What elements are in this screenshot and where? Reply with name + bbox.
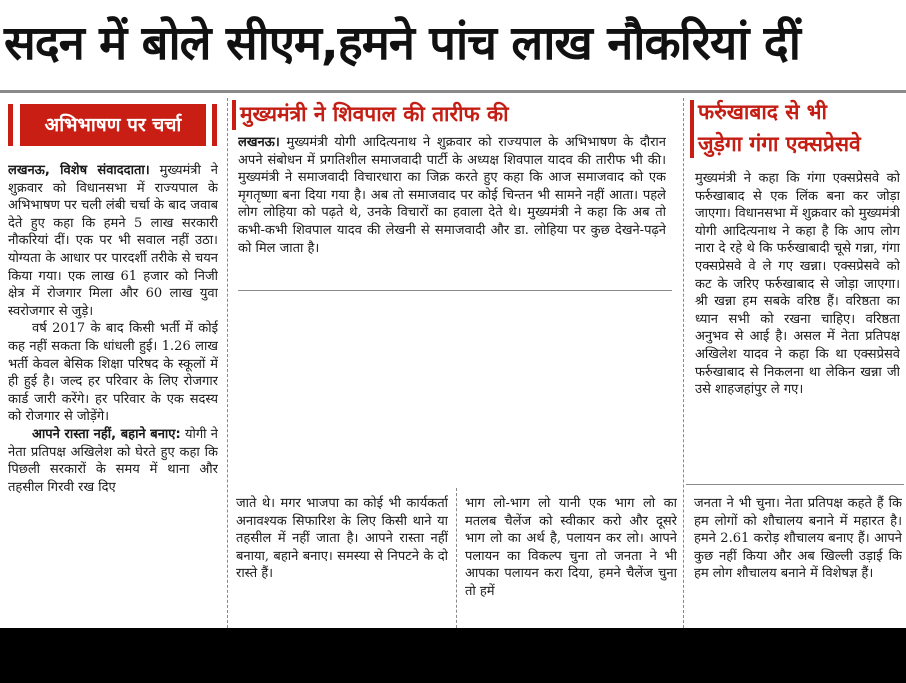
story2-title: मुख्यमंत्री ने शिवपाल की तारीफ की (240, 102, 509, 126)
main-headline: सदन में बोले सीएम,हमने पांच लाख नौकरियां दीं (4, 16, 800, 71)
column4-bottom-article (694, 495, 902, 625)
story2-accent (232, 100, 236, 130)
column3-bottom-article (465, 495, 677, 625)
column1-dateline: लखनऊ, विशेष संवाददाता। (8, 163, 150, 178)
story2-bottom-rule (238, 290, 672, 291)
column1-text2: वर्ष 2017 के बाद किसी भर्ती में कोई कह नहीं सकता कि धांधली हुई। 1.26 लाख भर्ती केवल बेसिक शिक्षा परिषद के स्कूलों में ही हुई है। जल्द हर परिवार के लिए रोजगार कार्ड जारी करेंगे। हर परिवार के एक सदस्य को रोजगार से जोड़ेंगे। (8, 321, 218, 425)
story2-dateline: लखनऊ। (238, 135, 280, 150)
story3-bottom-rule (686, 484, 904, 485)
section-label: अभिभाषण पर चर्चा (20, 104, 206, 146)
story2-text: मुख्यमंत्री योगी आदित्यनाथ ने शुक्रवार को राज्यपाल के अभिभाषण के दौरान अपने संबोधन में प्रगतिशील समाजवादी पार्टी के अध्यक्ष शिवपाल यादव की तारीफ भी की। मुख्यमंत्री ने समाजवादी विचारधारा का जिक्र करते हुए कहा कि आज समाजवाद को एक मृगतृष्णा बना दिया गया है। अब तो समाजवाद पर कोई चिन्तन भी सामने नहीं आता। पहले लोग लोहिया को पढ़ते थे, उनके विचारों का हवाला देते थे। मुख्यमंत्री ने कहा कि अब तो कभी-कभी शिवपाल यादव की लेखनी से समाजवादी और डा. लोहिया पर कुछ देखने-पढ़ने को मिल जाता है। (238, 135, 666, 256)
story3-text: मुख्यमंत्री ने कहा कि गंगा एक्सप्रेसवे को फर्रुखाबाद से एक लिंक बना कर जोड़ा जाएगा। विधानसभा में शुक्रवार को मुख्यमंत्री योगी आदित्यनाथ ने कहा है कि आप लोग नारा दे रहे थे कि फर्रुखाबादी चूसे गन्ना, गंगा एक्सप्रेसवे वे ले गए खन्ना। एक्सप्रेसवे को कट के जरिए फर्रुखाबाद से जोड़ा जाएगा। श्री खन्ना हम सबके वरिष्ठ हैं। वरिष्ठता का ध्यान सभी को रखना चाहिए। वरिष्ठता अनुभव से आई है। असल में नेता प्रतिपक्ष अखिलेश यादव ने कहा कि था एक्सप्रेसवे फर्रुखाबाद से निकलना था लेकिन खन्ना जी उसे शाहजहांपुर ले गए। (695, 171, 900, 398)
column2-bottom-article (236, 495, 448, 625)
story3-title-line2: जुड़ेगा गंगा एक्सप्रेसवे (698, 132, 861, 156)
divider-col1 (227, 98, 228, 628)
column1-text: मुख्यमंत्री ने शुक्रवार को विधानसभा में राज्यपाल के अभिभाषण पर चली लंबी चर्चा के बाद जवाब देते हुए कहा कि हमने 5 लाख सरकारी नौकरियां दीं। एक पर भी सवाल नहीं उठा। योग्यता के आधार पर पारदर्शी तरीके से चयन किया गया। एक लाख 61 हजार को निजी क्षेत्र में रोजगार मिला और 60 लाख युवा स्वरोजगार से जुड़े। (8, 163, 218, 319)
headline-rule (0, 90, 906, 93)
column1-inline-subhead: आपने रास्ता नहीं, बहाने बनाए: (32, 426, 181, 442)
divider-col3 (683, 98, 684, 628)
story3-accent (690, 100, 694, 158)
column1-article (8, 162, 218, 626)
label-bar-right (212, 104, 217, 146)
label-bar-left (8, 104, 13, 146)
story3-article (695, 170, 900, 478)
bottom-black-band (0, 628, 906, 683)
column1-text3: योगी ने नेता प्रतिपक्ष अखिलेश को घेरते हुए कहा कि पिछली सरकारों के समय में थाना और तहसील गिरवी रख दिए (8, 426, 218, 495)
story3-title-line1: फर्रुखाबाद से भी (698, 100, 827, 124)
column4-bottom-text: जनता ने भी चुना। नेता प्रतिपक्ष कहते हैं कि हम लोगों को शौचालय बनाने में महारत है। हमने 2.61 करोड़ शौचालय बनाए हैं। आपने कुछ नहीं किया और अब खिल्ली उड़ाई कि हम लोग शौचालय बनाने में विशेषज्ञ हैं। (694, 496, 902, 582)
divider-lower-mid (456, 488, 457, 628)
column3-bottom-text: भाग लो-भाग लो यानी एक भाग लो का मतलब चैलेंज को स्वीकार करो और दूसरे भाग लो का अर्थ है, पलायन कर लो। आपने पलायन का विकल्प चुना तो जनता ने भी आपका पलायन करा दिया, हमने चैलेंज चुना तो हमें (465, 496, 677, 599)
story2-article (238, 134, 666, 280)
column2-bottom-text: जाते थे। मगर भाजपा का कोई भी कार्यकर्ता अनावश्यक सिफारिश के लिए किसी थाने या तहसील में नहीं जाता है। आपने रास्ता नहीं बनाया, बहाने बनाए। समस्या से निपटने के दो रास्ते हैं। (236, 496, 448, 582)
